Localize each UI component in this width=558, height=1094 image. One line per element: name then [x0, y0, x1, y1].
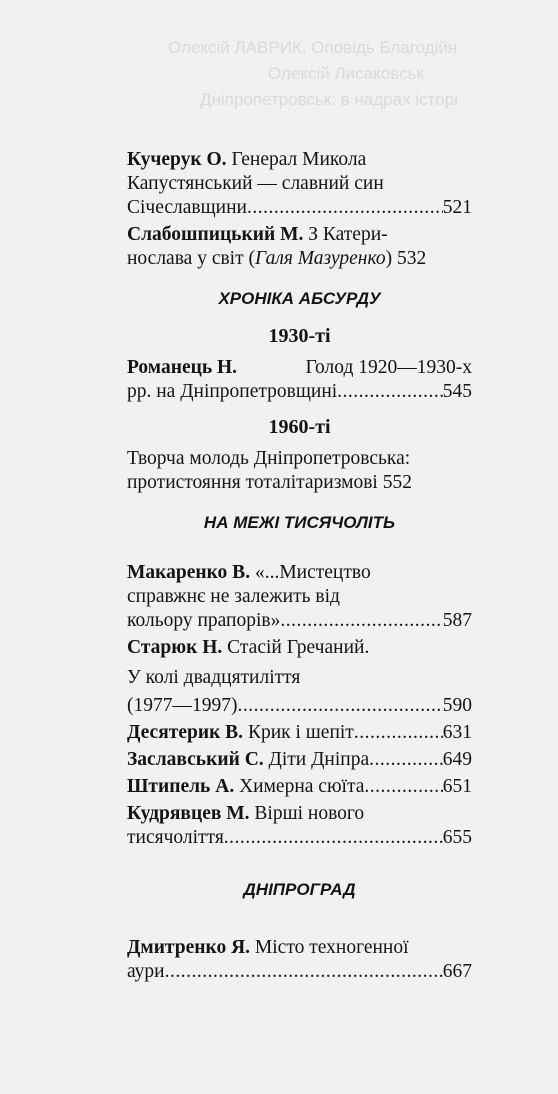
dot-leader	[354, 721, 443, 745]
bleed-through-line: Олексій ЛАВРИК, Оповідь Благодійн	[168, 38, 458, 57]
entry-author: Десятерик В.	[127, 722, 244, 743]
entry-title: рр. на Дніпропетровщині	[127, 381, 338, 402]
section-heading-dniprograd: ДНІПРОГРАД	[243, 880, 356, 899]
entry-title: Січеславщини	[127, 197, 247, 218]
dot-leader	[364, 775, 442, 799]
page-number: 631	[442, 722, 472, 743]
entry-title: Місто техногенної	[254, 937, 409, 958]
entry-title: «...Мистецтво	[254, 562, 371, 583]
entry-title: аури	[127, 961, 165, 982]
toc-entry-romanets[interactable]	[127, 356, 472, 404]
table-of-contents	[127, 148, 472, 987]
toc-entry-shtypel[interactable]	[127, 775, 472, 799]
dot-leader	[369, 748, 443, 772]
page-number: 667	[442, 961, 472, 982]
section-heading-mezhi: НА МЕЖІ ТИСЯЧОЛІТЬ	[203, 513, 396, 532]
entry-author: Макаренко В.	[127, 562, 251, 583]
bleed-through-line: Олексій Лисаковськ	[268, 64, 424, 83]
toc-entry-slaboshpytskyi[interactable]	[127, 223, 472, 271]
dot-leader	[238, 694, 443, 718]
toc-entry-tvorcha[interactable]	[127, 447, 472, 495]
dot-leader	[224, 826, 443, 850]
entry-title: (1977—1997)	[127, 695, 238, 716]
page-number: 651	[442, 776, 472, 797]
entry-title: нослава у світ (	[127, 248, 255, 269]
entry-author: Романець Н.	[127, 357, 238, 378]
entry-author: Штипель А.	[127, 776, 235, 797]
entry-title: Капустянський — славний син	[127, 173, 384, 194]
entry-title: Голод 1920—1930-х	[305, 357, 472, 378]
decade-heading-1930: 1930-ті	[268, 325, 331, 347]
dot-leader	[337, 380, 443, 404]
page-number: 532	[396, 248, 427, 269]
decade-heading-1960: 1960-ті	[268, 416, 331, 438]
dot-leader	[165, 960, 443, 984]
toc-entry-kucheruk[interactable]	[127, 148, 472, 220]
entry-title: справжнє не залежить від	[127, 586, 340, 607]
toc-entry-stariuk[interactable]	[127, 636, 472, 718]
toc-entry-dmytrenko[interactable]	[127, 936, 472, 984]
entry-title: Генерал Микола	[231, 149, 367, 170]
entry-title: Крик і шепіт	[247, 722, 354, 743]
toc-entry-desiateryk[interactable]	[127, 721, 472, 745]
page-number: 587	[442, 610, 472, 631]
entry-title: Стасій Гречаний.	[227, 637, 370, 658]
page-number: 552	[382, 472, 412, 493]
toc-entry-makarenko[interactable]	[127, 561, 472, 633]
page-number: 655	[442, 827, 472, 848]
entry-author: Кучерук О.	[127, 149, 227, 170]
entry-title: З Катери-	[308, 224, 388, 245]
entry-title: протистояння тоталітаризмові	[127, 472, 378, 493]
toc-entry-kudriavtsev[interactable]	[127, 802, 472, 850]
entry-title: тисячоліття	[127, 827, 224, 848]
page-number: 545	[442, 381, 472, 402]
entry-author: Кудрявцев М.	[127, 803, 250, 824]
entry-author: Старюк Н.	[127, 637, 223, 658]
page-number: 521	[442, 197, 472, 218]
page-number: 649	[442, 749, 472, 770]
dot-leader	[280, 609, 442, 633]
section-heading-absurd: ХРОНІКА АБСУРДУ	[218, 289, 381, 308]
entry-title: кольору прапорів»	[127, 610, 281, 631]
page-number: 590	[442, 695, 472, 716]
entry-editor: Галя Мазуренко	[255, 248, 386, 269]
entry-author: Заславський С.	[127, 749, 264, 770]
dot-leader	[247, 196, 443, 220]
entry-title: Діти Дніпра	[268, 749, 370, 770]
entry-title: )	[385, 248, 393, 269]
entry-author: Дмитренко Я.	[127, 937, 251, 958]
toc-entry-zaslavskyi[interactable]	[127, 748, 472, 772]
entry-title: Вірші нового	[254, 803, 365, 824]
bleed-through-line: Дніпропетровськ: в надрах історі	[200, 90, 458, 109]
entry-title: Химерна сюїта	[239, 776, 365, 797]
entry-title: У колі двадцятиліття	[127, 667, 301, 688]
entry-author: Слабошпицький М.	[127, 224, 304, 245]
entry-title: Творча молодь Дніпропетровська:	[127, 448, 411, 469]
